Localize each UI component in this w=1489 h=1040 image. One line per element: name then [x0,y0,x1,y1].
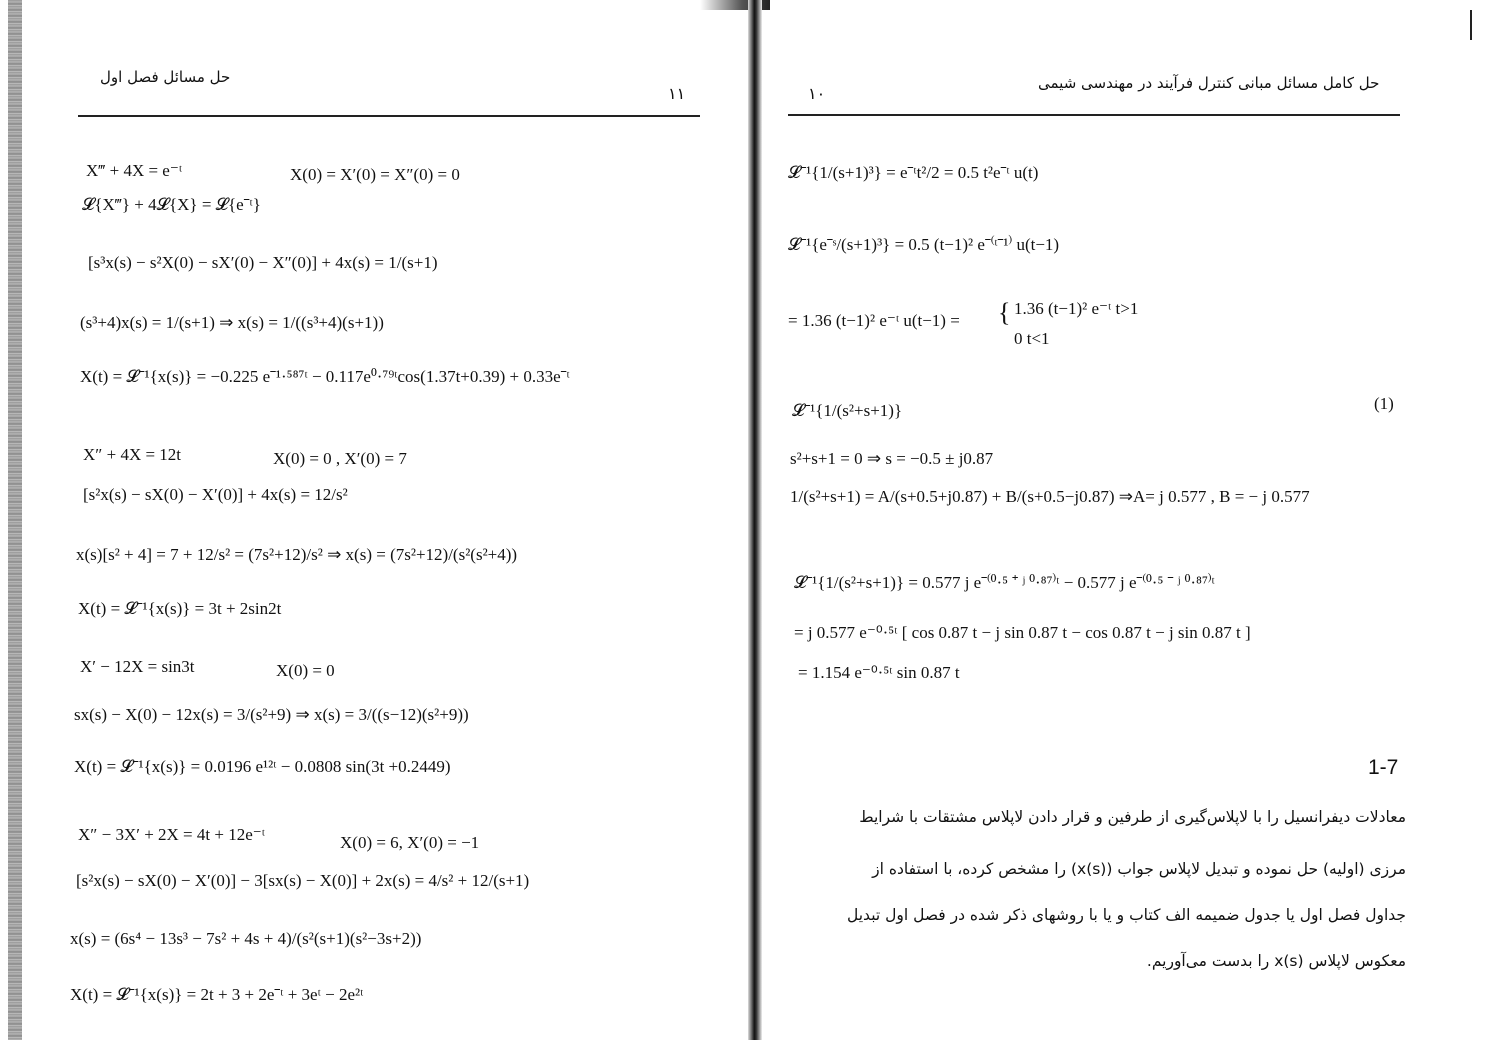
problem1-line3: (s³+4)x(s) = 1/(s+1) ⇒ x(s) = 1/((s³+4)(s+1)) [80,313,384,332]
partial-fraction-expansion: 1/(s²+s+1) = A/(s+0.5+j0.87) + B/(s+0.5−j0.87) ⇒A= j 0.577 , B = − j 0.577 [790,487,1310,506]
problem2-line2: x(s)[s² + 4] = 7 + 12/s² = (7s²+12)/s² ⇒ x(s) = (7s²+12)/(s²(s²+4)) [76,545,518,564]
problem1-line1: 𝓛{X‴} + 4𝓛{X} = 𝓛{e⁻ᵗ} [82,195,261,214]
page-edge-mark [1470,10,1472,40]
section-number: 1-7 [1368,756,1399,779]
inverse-result-trig: = j 0.577 e⁻⁰·⁵ᵗ [ cos 0.87 t − j sin 0.87 t − cos 0.87 t − j sin 0.87 t ] [794,623,1251,642]
piecewise-brace: { [998,298,1011,327]
paragraph-line2: مرزی (اولیه) حل نموده و تبدیل لاپلاس جواب (x(s)) را مشخص کرده، با استفاده از [872,860,1406,878]
partial-fraction-target: 𝓛⁻¹{1/(s²+s+1)} [792,401,903,420]
problem3-initial-conditions: X(0) = 0 [276,661,335,680]
left-header-title: حل مسائل فصل اول [100,68,231,86]
problem4-line2: x(s) = (6s⁴ − 13s³ − 7s² + 4s + 4)/(s²(s+1)(s²−3s+2)) [70,929,422,948]
inverse-result-exp: 𝓛⁻¹{1/(s²+s+1)} = 0.577 j e⁻⁽⁰·⁵ ⁺ ʲ ⁰·⁸⁷⁾ᵗ − 0.577 j e⁻⁽⁰·⁵ ⁻ ʲ ⁰·⁸⁷⁾ᵗ [794,573,1215,592]
center-gutter [748,0,762,1040]
problem4-solution: X(t) = 𝓛⁻¹{x(s)} = 2t + 3 + 2e⁻ᵗ + 3eᵗ − 2e²ᵗ [70,985,364,1004]
problem3-equation: X′ − 12X = sin3t [80,657,195,676]
inverse-laplace-line2: 𝓛⁻¹{e⁻ˢ/(s+1)³} = 0.5 (t−1)² e⁻⁽ᵗ⁻¹⁾ u(t−1) [788,235,1060,254]
piecewise-case2: 0 t<1 [1014,329,1050,348]
inverse-laplace-line1: 𝓛⁻¹{1/(s+1)³} = e⁻ᵗt²/2 = 0.5 t²e⁻ᵗ u(t) [788,163,1039,182]
right-header-title: حل کامل مسائل مبانی کنترل فرآیند در مهندسی شیمی [1038,74,1380,92]
paragraph-line3: جداول فصل اول یا جدول ضمیمه الف کتاب و یا با روشهای ذکر شده در فصل اول تبدیل [847,906,1406,924]
equation-label: (1) [1374,394,1394,413]
problem3-line1: sx(s) − X(0) − 12x(s) = 3/(s²+9) ⇒ x(s) = 3/((s−12)(s²+9)) [74,705,469,724]
book-binding-edge [8,0,22,1040]
problem1-line2: [s³x(s) − s²X(0) − sX′(0) − X″(0)] + 4x(s) = 1/(s+1) [88,253,438,272]
problem1-initial-conditions: X(0) = X′(0) = X″(0) = 0 [290,165,460,184]
inverse-laplace-line3: = 1.36 (t−1)² e⁻ᵗ u(t−1) = [788,311,960,330]
problem2-equation: X″ + 4X = 12t [83,445,182,464]
paragraph-line4: معکوس لاپلاس x(s) را بدست می‌آوریم. [1146,952,1406,970]
problem1-equation: X‴ + 4X = e⁻ᵗ [86,161,183,180]
left-page-number: ۱۱ [668,84,686,103]
characteristic-roots: s²+s+1 = 0 ⇒ s = −0.5 ± j0.87 [790,449,994,468]
problem1-solution: X(t) = 𝓛⁻¹{x(s)} = −0.225 e⁻¹·⁵⁸⁷ᵗ − 0.117e⁰·⁷⁹ᵗcos(1.37t+0.39) + 0.33e⁻ᵗ [80,367,570,386]
problem3-solution: X(t) = 𝓛⁻¹{x(s)} = 0.0196 e¹²ᵗ − 0.0808 sin(3t +0.2449) [74,757,451,776]
left-header-rule [78,115,700,117]
right-page [770,0,1450,1040]
piecewise-case1: 1.36 (t−1)² e⁻ᵗ t>1 [1014,299,1139,318]
right-header-rule [788,114,1400,116]
paragraph-line1: معادلات دیفرانسیل را با لاپلاس‌گیری از طرفین و قرار دادن لاپلاس مشتقات با شرایط [859,808,1406,826]
left-page [28,0,743,1040]
problem2-solution: X(t) = 𝓛⁻¹{x(s)} = 3t + 2sin2t [78,599,282,618]
problem2-line1: [s²x(s) − sX(0) − X′(0)] + 4x(s) = 12/s² [83,485,348,504]
problem4-initial-conditions: X(0) = 6, X′(0) = −1 [340,833,480,852]
problem4-line1: [s²x(s) − sX(0) − X′(0)] − 3[sx(s) − X(0)] + 2x(s) = 4/s² + 12/(s+1) [76,871,530,890]
problem2-initial-conditions: X(0) = 0 , X′(0) = 7 [273,449,407,468]
right-page-number: ۱۰ [808,84,826,103]
inverse-result-final: = 1.154 e⁻⁰·⁵ᵗ sin 0.87 t [798,663,960,682]
problem4-equation: X″ − 3X′ + 2X = 4t + 12e⁻ᵗ [78,825,265,844]
